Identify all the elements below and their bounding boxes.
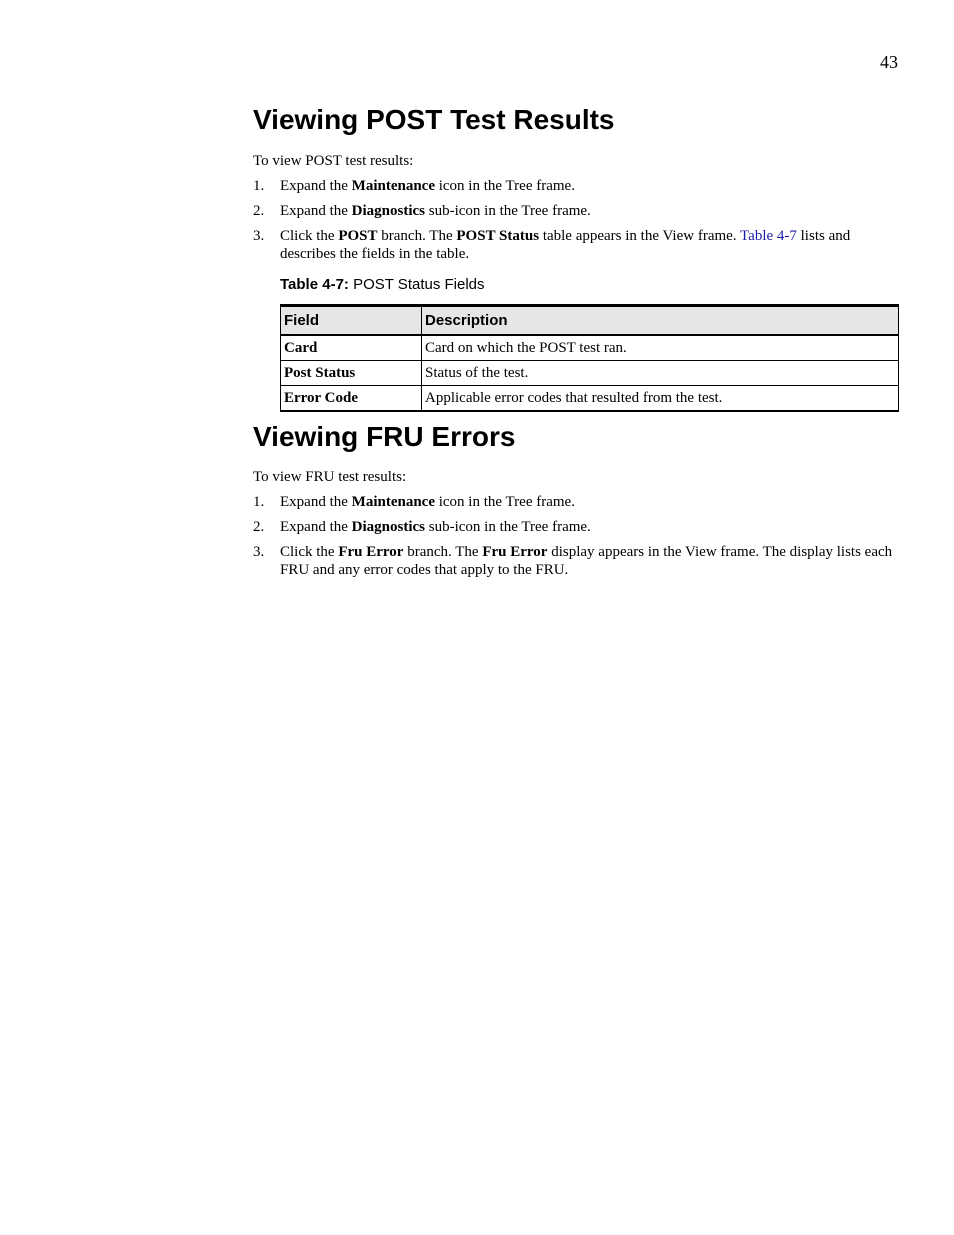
step-number: 3.	[253, 228, 265, 244]
column-header-description: Description	[422, 306, 899, 336]
table-4-7-link[interactable]: Table 4-7	[740, 228, 797, 244]
table-caption-text: POST Status Fields	[348, 276, 485, 293]
list-item	[253, 518, 899, 536]
table-caption	[280, 276, 485, 293]
step-bold: Maintenance	[351, 178, 435, 194]
step-number: 3.	[253, 544, 265, 560]
step-bold: Diagnostics	[351, 203, 425, 219]
step-text: Expand the	[280, 203, 352, 219]
table-header-row	[281, 306, 899, 336]
step-bold: POST Status	[456, 228, 540, 244]
step-text: display appears in the View frame. The display lists each FRU and any error codes that apply to the FRU.	[280, 544, 893, 578]
cell-field: Post Status	[281, 361, 422, 386]
step-number: 2.	[253, 203, 265, 219]
cell-field: Error Code	[281, 386, 422, 412]
steps-fru	[253, 493, 899, 586]
step-text: Expand the	[280, 178, 352, 194]
step-text: branch. The	[377, 228, 457, 244]
page-number: 43	[880, 52, 898, 72]
intro-post: To view POST test results:	[253, 153, 414, 169]
column-header-field: Field	[281, 306, 422, 336]
intro-fru: To view FRU test results:	[253, 469, 407, 485]
step-text: Expand the	[280, 494, 352, 510]
list-item	[253, 543, 899, 579]
list-item	[253, 493, 899, 511]
step-number: 2.	[253, 519, 265, 535]
step-text: Click the	[280, 228, 339, 244]
list-item	[253, 227, 899, 263]
step-text: table appears in the View frame.	[539, 228, 741, 244]
step-text: Expand the	[280, 519, 352, 535]
table-caption-label: Table 4-7:	[280, 276, 349, 293]
step-number: 1.	[253, 494, 265, 510]
table-row	[281, 335, 899, 361]
table-row	[281, 361, 899, 386]
list-item	[253, 202, 899, 220]
step-bold: Fru Error	[482, 544, 548, 560]
step-text: sub-icon in the Tree frame.	[425, 519, 591, 535]
table-row	[281, 386, 899, 412]
post-status-table	[280, 304, 899, 412]
step-text: sub-icon in the Tree frame.	[425, 203, 591, 219]
step-text: lists and describes the fields in the table.	[280, 228, 851, 262]
section-heading-fru: Viewing FRU Errors	[253, 421, 516, 452]
step-text: branch. The	[403, 544, 483, 560]
cell-description: Applicable error codes that resulted from the test.	[422, 386, 899, 412]
step-bold: POST	[338, 228, 378, 244]
step-text: icon in the Tree frame.	[434, 494, 575, 510]
steps-post	[253, 177, 899, 270]
step-bold: Maintenance	[351, 494, 435, 510]
list-item	[253, 177, 899, 195]
step-text: icon in the Tree frame.	[434, 178, 575, 194]
cell-description: Status of the test.	[422, 361, 899, 386]
step-bold: Fru Error	[338, 544, 404, 560]
cell-field: Card	[281, 335, 422, 361]
section-heading-post: Viewing POST Test Results	[253, 104, 615, 135]
step-number: 1.	[253, 178, 265, 194]
step-bold: Diagnostics	[351, 519, 425, 535]
cell-description: Card on which the POST test ran.	[422, 335, 899, 361]
step-text: Click the	[280, 544, 339, 560]
